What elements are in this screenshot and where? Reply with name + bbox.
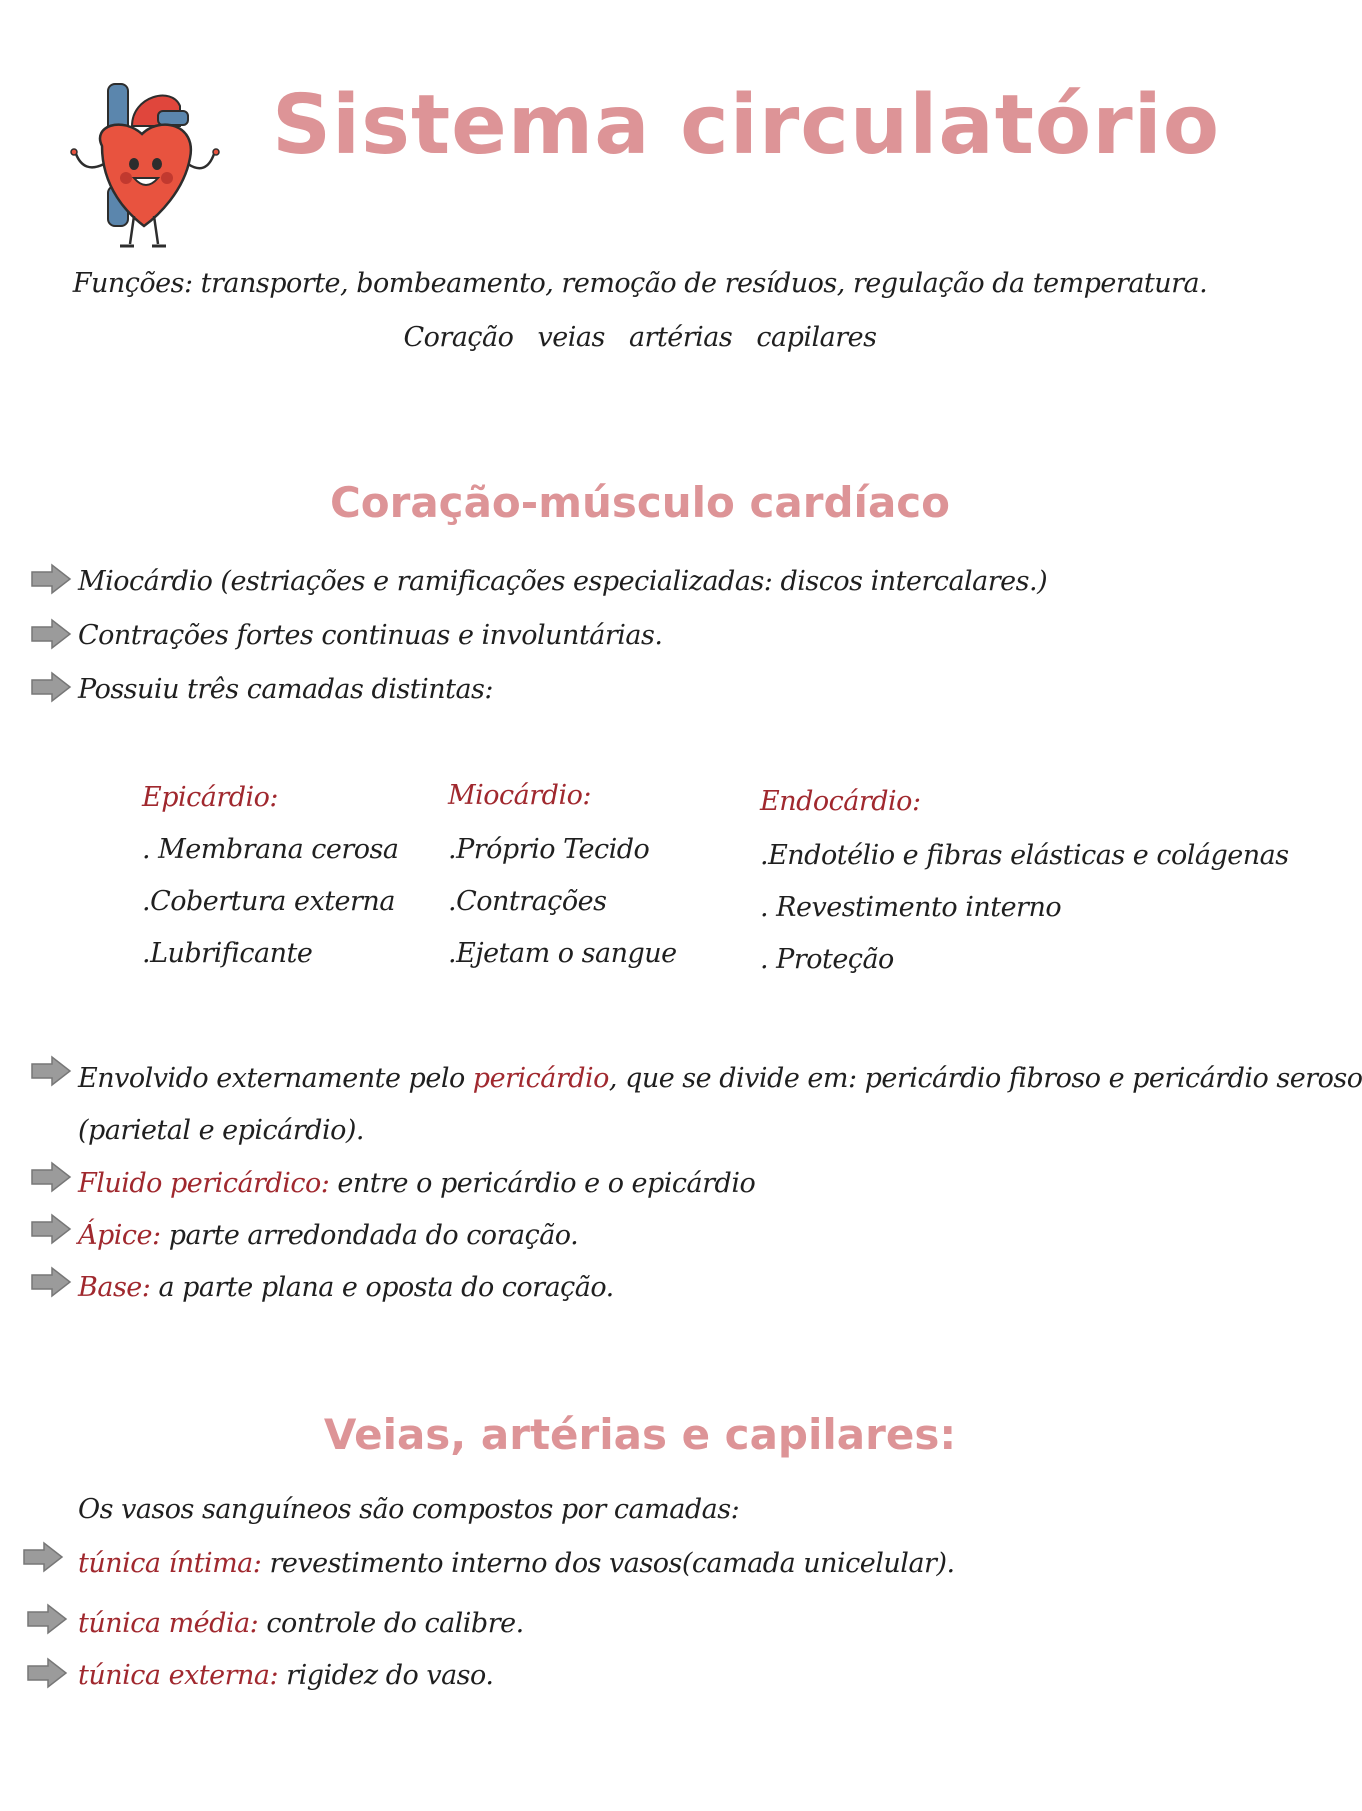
heart-mascot-icon xyxy=(62,66,232,256)
layer-item: . Revestimento interno xyxy=(760,892,1062,923)
definition-term: Ápice: xyxy=(78,1220,161,1251)
section-heading-vessels: Veias, artérias e capilares: xyxy=(323,1410,957,1459)
tunica-term: túnica média: xyxy=(78,1608,259,1639)
definition-term: Fluido pericárdico: xyxy=(78,1168,330,1199)
bullet-three-layers: Possuiu três camadas distintas: xyxy=(78,674,493,705)
arrow-icon xyxy=(26,1656,68,1690)
pericardium-text: , que se divide em: pericárdio fibroso e pericárdio seroso xyxy=(608,1063,1362,1094)
pericardium-term: pericárdio xyxy=(472,1063,609,1094)
definition-term: Base: xyxy=(78,1272,151,1303)
arrow-icon xyxy=(30,617,72,651)
arrow-icon xyxy=(30,1212,72,1246)
layer-item: .Lubrificante xyxy=(142,938,313,969)
layer-item: .Endotélio e fibras elásticas e colágenas xyxy=(760,840,1289,871)
layer-item: .Contrações xyxy=(448,886,607,917)
definition-text: entre o pericárdio e o epicárdio xyxy=(329,1168,756,1199)
arrow-icon xyxy=(26,1602,68,1636)
pericardium-line-2: (parietal e epicárdio). xyxy=(78,1115,364,1146)
layer-item: . Proteção xyxy=(760,944,894,975)
arrow-icon xyxy=(30,1054,72,1088)
component-veins: veias xyxy=(537,322,605,353)
definition-text: a parte plana e oposta do coração. xyxy=(150,1272,614,1303)
layer-item: .Cobertura externa xyxy=(142,886,395,917)
layer-item: .Ejetam o sangue xyxy=(448,938,677,969)
section-heading-heart: Coração-músculo cardíaco xyxy=(329,478,951,527)
tunica-externa xyxy=(78,1660,493,1691)
arrow-icon xyxy=(30,670,72,704)
tunica-term: túnica íntima: xyxy=(78,1548,262,1579)
bullet-contractions: Contrações fortes continuas e involuntárias. xyxy=(78,620,663,651)
functions-line: Funções: transporte, bombeamento, remoção de resíduos, regulação da temperatura. xyxy=(72,268,1208,299)
definition-text: parte arredondada do coração. xyxy=(160,1220,579,1251)
tunica-text: controle do calibre. xyxy=(258,1608,524,1639)
definition-apex xyxy=(78,1220,578,1251)
component-capillaries: capilares xyxy=(756,322,877,353)
arrow-icon xyxy=(30,1265,72,1299)
layer-title-endocardium: Endocárdio: xyxy=(760,786,921,817)
components-line xyxy=(0,322,1280,353)
page-title: Sistema circulatório xyxy=(272,78,1221,173)
layer-item: .Próprio Tecido xyxy=(448,834,650,865)
pericardium-text: Envolvido externamente pelo xyxy=(78,1063,473,1094)
tunica-text: revestimento interno dos vasos(camada unicelular). xyxy=(261,1548,955,1579)
arrow-icon xyxy=(30,1160,72,1194)
component-arteries: artérias xyxy=(628,322,733,353)
tunica-term: túnica externa: xyxy=(78,1660,279,1691)
layer-item: . Membrana cerosa xyxy=(142,834,399,865)
tunica-media xyxy=(78,1608,524,1639)
tunica-intima xyxy=(78,1548,955,1579)
tunica-text: rigidez do vaso. xyxy=(278,1660,494,1691)
bullet-myocardium: Miocárdio (estriações e ramificações especializadas: discos intercalares.) xyxy=(78,566,1048,597)
arrow-icon xyxy=(30,562,72,596)
vessels-intro: Os vasos sanguíneos são compostos por camadas: xyxy=(78,1494,740,1525)
definition-fluid xyxy=(78,1168,755,1199)
pericardium-line xyxy=(78,1063,1362,1094)
layer-title-epicardium: Epicárdio: xyxy=(142,782,279,813)
definition-base xyxy=(78,1272,614,1303)
layer-title-myocardium: Miocárdio: xyxy=(448,780,591,811)
component-heart: Coração xyxy=(403,322,514,353)
arrow-icon xyxy=(22,1540,64,1574)
